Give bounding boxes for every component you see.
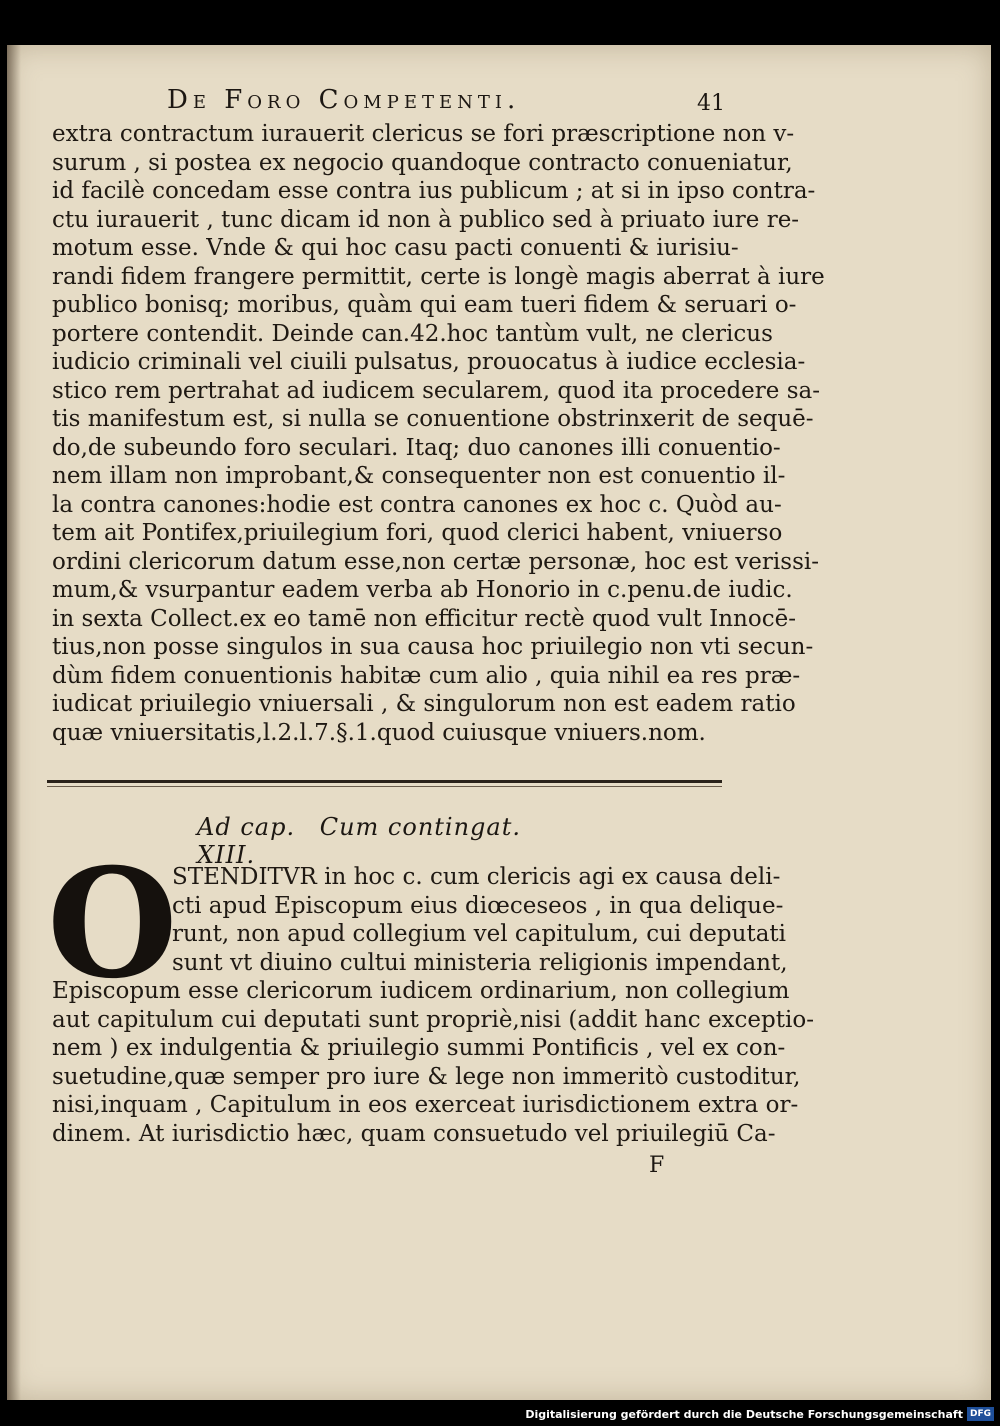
section-text <box>52 863 814 1148</box>
text-line: ctu iurauerit , tunc dicam id non à publico sed à priuato iure re- <box>52 206 800 233</box>
text-line: randi fidem frangere permittit, certe is longè magis aberrat à iure <box>52 263 825 290</box>
drop-cap: O <box>47 836 178 1012</box>
running-title: De Foro Competenti. <box>167 85 521 115</box>
text-line: stico rem pertrahat ad iudicem secularem, quod ita procedere sa- <box>52 377 820 404</box>
page-number: 41 <box>697 91 725 116</box>
text-line: surum , si postea ex negocio quandoque contracto conueniatur, <box>52 149 793 176</box>
signature-mark: F <box>649 1153 665 1178</box>
heading-chapter: Ad cap. <box>197 813 296 841</box>
text-line: suetudine,quæ semper pro iure & lege non immeritò custoditur, <box>52 1063 801 1090</box>
body-text <box>52 120 825 747</box>
text-line: portere contendit. Deinde can.42.hoc tantùm vult, ne clericus <box>52 320 773 347</box>
text-line: tius,non posse singulos in sua causa hoc priuilegio non vti secun- <box>52 634 814 660</box>
text-line: nem illam non improbant,& consequenter non est conuentio il- <box>52 463 786 489</box>
text-line: tis manifestum est, si nulla se conuentione obstrinxerit de sequē- <box>52 406 814 432</box>
text-line: mum,& vsurpantur eadem verba ab Honorio in c.penu.de iudic. <box>52 577 793 603</box>
text-line: iudicio criminali vel ciuili pulsatus, prouocatus à iudice ecclesia- <box>52 349 806 375</box>
text-line: id facilè concedam esse contra ius publicum ; at si in ipso contra- <box>52 178 816 204</box>
text-line: cti apud Episcopum eius diœceseos , in qua delique- <box>172 892 784 919</box>
text-line: quæ vniuersitatis,l.2.l.7.§.1.quod cuiusque vniuers.nom. <box>52 719 706 746</box>
text-line: Episcopum esse clericorum iudicem ordinarium, non collegium <box>52 978 790 1004</box>
text-line: dùm fidem conuentionis habitæ cum alio , quia nihil ea res præ- <box>52 662 801 689</box>
text-line: in sexta Collect.ex eo tamē non efficitur rectè quod vult Innocē- <box>52 605 796 632</box>
text-line: publico bonisq; moribus, quàm qui eam tueri fidem & seruari o- <box>52 292 797 318</box>
text-line: ordini clericorum datum esse,non certæ personæ, hoc est verissi- <box>52 548 819 575</box>
text-line: sunt vt diuino cultui ministeria religionis impendant, <box>172 949 788 976</box>
text-line: do,de subeundo foro seculari. Itaq; duo canones illi conuentio- <box>52 434 781 461</box>
credit-text: Digitalisierung gefördert durch die Deutsche Forschungsgemeinschaft <box>525 1407 963 1421</box>
dfg-logo-icon: DFG <box>967 1407 994 1421</box>
text-line: runt, non apud collegium vel capitulum, cui deputati <box>172 921 787 947</box>
text-line: STENDITVR in hoc c. cum clericis agi ex causa deli- <box>172 864 781 890</box>
text-line: aut capitulum cui deputati sunt propriè,nisi (addit hanc exceptio- <box>52 1006 814 1033</box>
text-line: iudicat priuilegio vniuersali , & singulorum non est eadem ratio <box>52 691 796 717</box>
section-divider <box>47 780 722 783</box>
section-heading <box>197 813 597 869</box>
text-line: dinem. At iurisdictio hæc, quam consuetudo vel priuilegiū Ca- <box>52 1120 776 1147</box>
section-divider-thin <box>47 786 722 787</box>
text-line: nem ) ex indulgentia & priuilegio summi Pontificis , vel ex con- <box>52 1035 786 1061</box>
digitization-credit <box>525 1406 994 1422</box>
heading-number: XIII. <box>197 841 256 869</box>
text-line: nisi,inquam , Capitulum in eos exerceat iurisdictionem extra or- <box>52 1092 799 1118</box>
text-line: la contra canones:hodie est contra canones ex hoc c. Quòd au- <box>52 491 782 518</box>
book-page <box>7 45 991 1400</box>
text-line: tem ait Pontifex,priuilegium fori, quod clerici habent, vniuerso <box>52 520 783 546</box>
text-line: motum esse. Vnde & qui hoc casu pacti conuenti & iurisiu- <box>52 235 739 261</box>
text-line: extra contractum iurauerit clericus se fori præscriptione non v- <box>52 121 795 147</box>
heading-title: Cum contingat. <box>319 813 521 841</box>
